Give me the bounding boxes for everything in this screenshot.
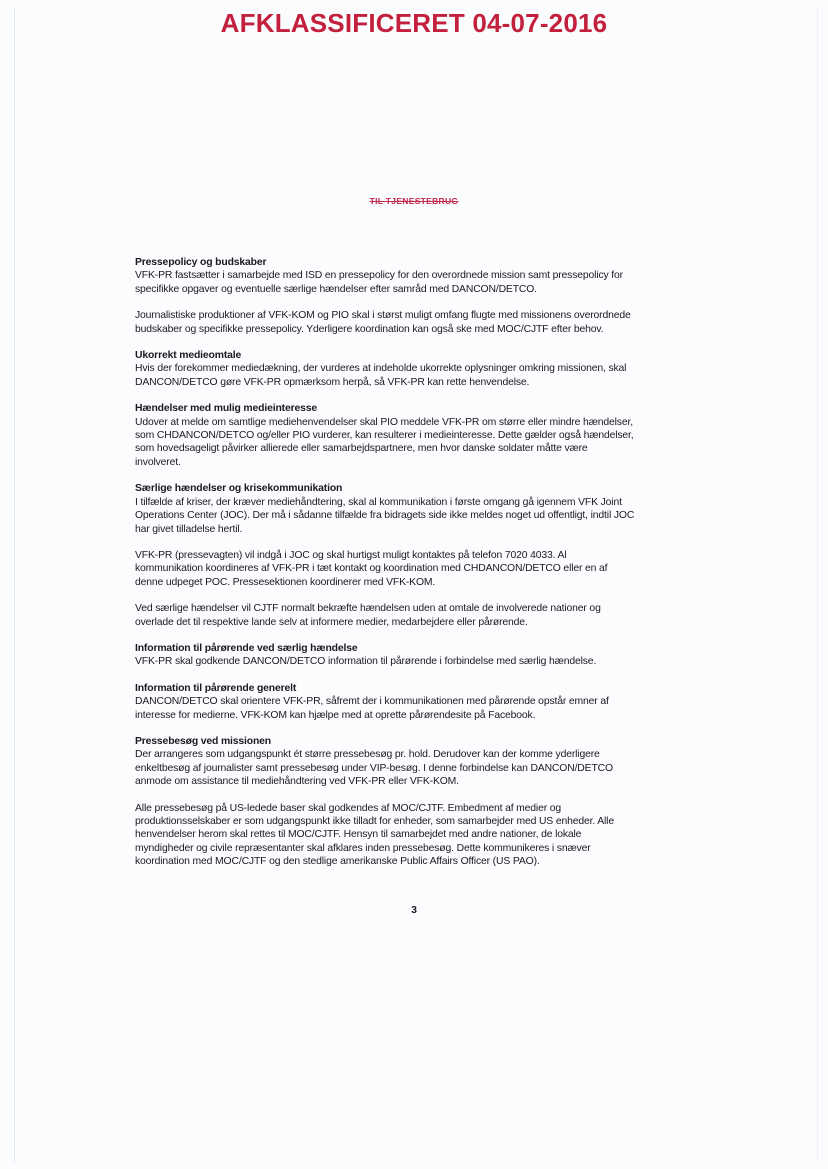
section-journalistic-productions [135,309,635,336]
section-us-bases [135,802,635,869]
section-heading: Særlige hændelser og krisekommunikation [135,483,343,495]
section-press-visits [135,735,635,789]
section-paragraph: VFK-PR fastsætter i samarbejde med ISD en pressepolicy for den overordnede mission samt pressepolicy for specifikke opgaver og eventuelle særlige hændelser efter samråd med DANCON/DETCO. [135,270,623,295]
section-crisis-communication [135,482,635,536]
section-paragraph: Alle pressebesøg på US-ledede baser skal godkendes af MOC/CJTF. Embedment af medier og produktionsselskaber er som udgangspunkt ikke tilladt for enheder, som samarbejder med US enheder. Alle henvendelser herom skal rettes til MOC/CJTF. Hensyn til samarbejdet med andre nationer, de lokale myndigheder og civile repræsentanter skal afklares inden pressebesøg. Dette kommunikeres i snæver koordination med MOC/CJTF og den stedlige amerikanske Public Affairs Officer (US PAO). [135,802,614,868]
section-press-policy [135,256,635,296]
section-paragraph: Udover at melde om samtlige mediehenvendelser skal PIO meddele VFK-PR om større eller mindre hændelser, som CHDANCON/DETCO og/eller PIO vurderer, kan resulterer i medieinteresse. Dette gælder også hændelser, som hovedsageligt påvirker allierede eller samarbejdspartnere, men hvor danske soldater måtte være involveret. [135,416,634,468]
section-press-duty [135,549,635,589]
section-paragraph: Der arrangeres som udgangspunkt ét større pressebesøg pr. hold. Derudover kan der komme yderligere enkeltbesøg af journalister samt pressebesøg under VIP-besøg. I denne forbindelse kan DANCON/DETCO anmode om assistance til mediehåndtering ved VFK-PR eller VFK-KOM. [135,749,613,788]
section-incorrect-coverage [135,349,635,389]
section-media-interest-events [135,402,635,469]
section-paragraph: VFK-PR (pressevagten) vil indgå i JOC og skal hurtigst muligt kontaktes på telefon 7020 4033. Al kommunikation koordineres af VFK-PR i tæt kontakt og koordination med CHDANCON/DETCO eller en af denne udpeget POC. Pressesektionen koordinerer med VFK-KOM. [135,549,608,588]
section-relatives-general [135,682,635,722]
section-paragraph: Ved særlige hændelser vil CJTF normalt bekræfte hændelsen uden at omtale de involverede nationer og overlade det til respektive lande selv at informere medier, medarbejdere eller pårørende. [135,603,601,628]
page-number: 3 [411,904,417,916]
section-paragraph: Hvis der forekommer mediedækning, der vurderes at indeholde ukorrekte oplysninger omkring missionen, skal DANCON/DETCO gøre VFK-PR opmærksom herpå, så VFK-PR kan rette henvendelse. [135,363,627,388]
section-heading: Information til pårørende generelt [135,682,297,694]
section-heading: Ukorrekt medieomtale [135,350,242,362]
section-heading: Pressebesøg ved missionen [135,735,272,747]
section-paragraph: VFK-PR skal godkende DANCON/DETCO information til pårørende i forbindelse med særlig hændelse. [135,656,597,668]
declassified-stamp: AFKLASSIFICERET 04-07-2016 [220,8,608,38]
section-paragraph: DANCON/DETCO skal orientere VFK-PR, såfremt der i kommunikationen med pårørende opstår emner af interesse for medierne. VFK-KOM kan hjælpe med at oprette pårørendesite på Facebook. [135,696,609,721]
section-heading: Information til pårørende ved særlig hændelse [135,642,358,654]
document-body [135,256,635,882]
section-paragraph: I tilfælde af kriser, der kræver mediehåndtering, skal al kommunikation i første omgang gå igennem VFK Joint Operations Center (JOC). Der må i sådanne tilfælde fra bidragets side ikke meldes noget ud offentligt, indtil JOC har givet tilladelse hertil. [135,496,635,535]
section-relatives-special-event [135,642,635,669]
section-paragraph: Journalistiske produktioner af VFK-KOM og PIO skal i størst muligt omfang flugte med missionens overordnede budskaber og specifikke pressepolicy. Yderligere koordination kan også ske med MOC/CJTF efter behov. [135,310,631,335]
section-heading: Pressepolicy og budskaber [135,257,267,268]
section-cjtf-confirmation [135,602,635,629]
section-heading: Hændelser med mulig medieinteresse [135,403,317,415]
classification-marking: TIL TJENESTEBRUG [369,196,459,206]
